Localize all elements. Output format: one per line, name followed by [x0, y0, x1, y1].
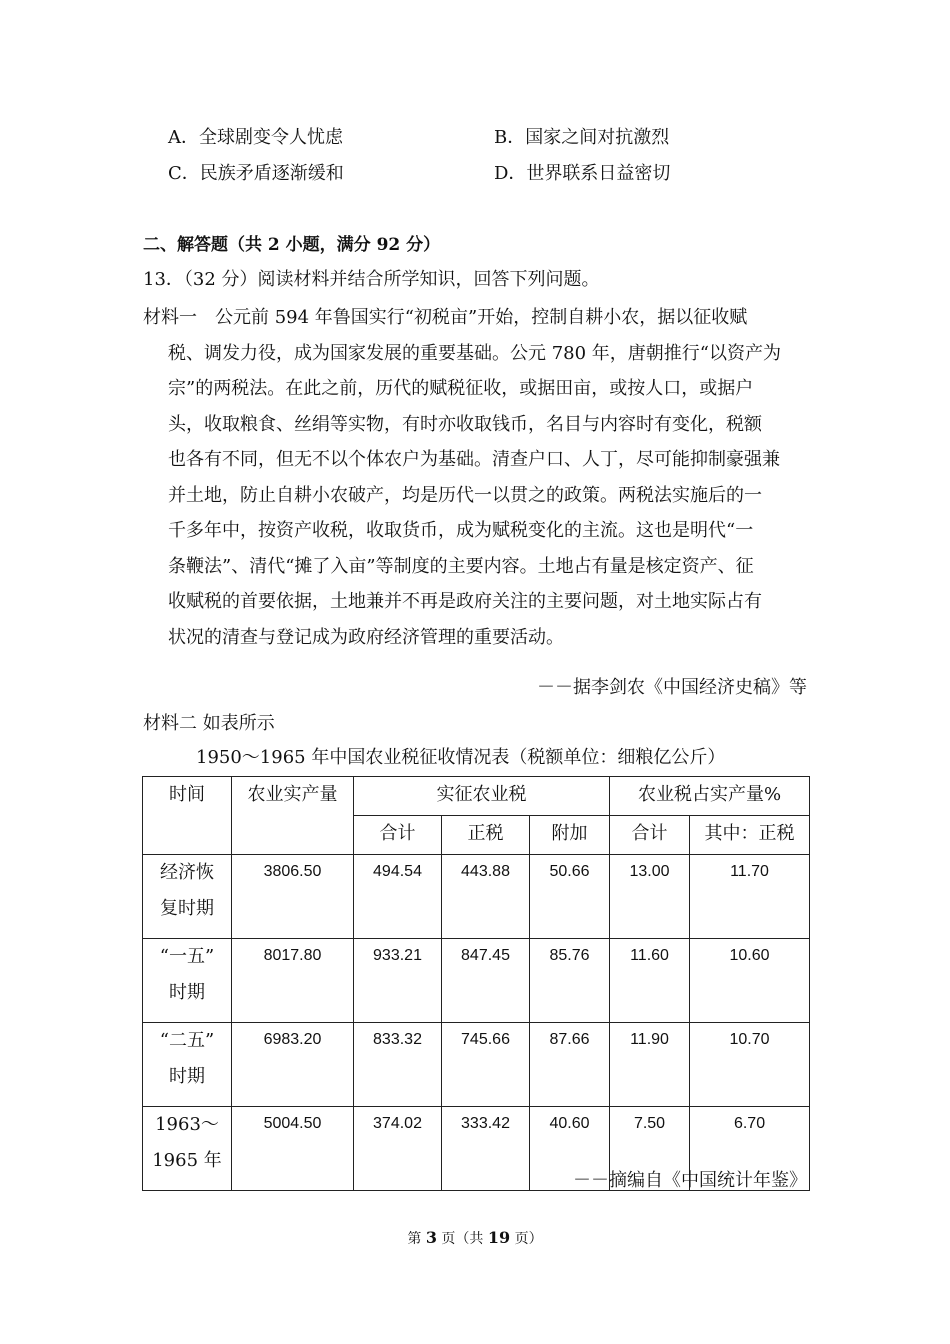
material-one-line: 并土地，防止自耕小农破产，均是历代一以贯之的政策。两税法实施后的一: [168, 484, 762, 506]
cell-period: [143, 855, 232, 939]
option-d: D．世界联系日益密切: [494, 163, 671, 184]
footer-prefix: 第: [407, 1231, 426, 1247]
material-one-line: 宗”的两税法。在此之前，历代的赋税征收，或据田亩，或按人口，或据户: [168, 378, 754, 399]
page-footer: [0, 1228, 950, 1248]
cell-main: 443.88: [442, 855, 530, 939]
cell-ratio-main: 11.70: [690, 855, 810, 939]
material-one-line: 千多年中，按资产收税，收取货币，成为赋税变化的主流。这也是明代“一: [168, 520, 754, 541]
period-line: 复时期: [160, 898, 214, 919]
period-line: “二五”: [159, 1030, 215, 1051]
cell-ratio-sum: 11.60: [610, 939, 690, 1023]
header-ratio-main: 其中：正税: [690, 816, 810, 855]
material-two-label: 材料二 如表所示: [143, 713, 275, 734]
cell-main: 333.42: [442, 1107, 530, 1191]
footer-suffix: 页）: [510, 1231, 543, 1247]
period-line: 1963～: [155, 1114, 219, 1135]
header-ratio-sum: 合计: [610, 816, 690, 855]
header-ratio: 农业税占实产量%: [610, 777, 810, 816]
option-b: B．国家之间对抗激烈: [494, 127, 670, 148]
section-title: 二、解答题（共 2 小题，满分 92 分）: [143, 235, 441, 255]
option-a: A．全球剧变令人忧虑: [168, 127, 343, 148]
cell-output: 6983.20: [232, 1023, 354, 1107]
period-line: “一五”: [159, 946, 215, 967]
period-line: 时期: [169, 1066, 205, 1087]
cell-sum: 494.54: [354, 855, 442, 939]
cell-ratio-sum: 11.90: [610, 1023, 690, 1107]
cell-ratio-main: 10.70: [690, 1023, 810, 1107]
period-line: 经济恢: [160, 862, 214, 883]
tax-table: [142, 776, 810, 1191]
footer-middle: 页（共: [436, 1231, 488, 1247]
header-main-tax: 正税: [442, 816, 530, 855]
cell-sum: 833.32: [354, 1023, 442, 1107]
cell-main: 745.66: [442, 1023, 530, 1107]
material-one-line: 收赋税的首要依据，土地兼并不再是政府关注的主要问题，对土地实际占有: [168, 591, 762, 612]
table-header-row: [143, 777, 810, 816]
header-output: 农业实产量: [232, 777, 354, 855]
cell-output: 5004.50: [232, 1107, 354, 1191]
table-row: [143, 939, 810, 1023]
material-one: [143, 300, 808, 655]
cell-period: [143, 939, 232, 1023]
cell-sum: 933.21: [354, 939, 442, 1023]
header-surcharge: 附加: [530, 816, 610, 855]
cell-ratio-main: 6.70: [690, 1107, 810, 1191]
option-c: C．民族矛盾逐渐缓和: [168, 163, 344, 184]
cell-extra: 40.60: [530, 1107, 610, 1191]
header-sum: 合计: [354, 816, 442, 855]
cell-extra: 87.66: [530, 1023, 610, 1107]
material-one-source: －－据李剑农《中国经济史稿》等: [537, 677, 807, 698]
question-13: 13．（32 分）阅读材料并结合所学知识，回答下列问题。: [143, 269, 600, 290]
header-time: 时间: [143, 777, 232, 855]
footer-total-pages: 19: [487, 1228, 511, 1247]
material-one-line: 税、调发力役，成为国家发展的重要基础。公元 780 年，唐朝推行“以资产为: [168, 342, 781, 364]
material-one-line: 材料一 公元前 594 年鲁国实行“初税亩”开始，控制自耕小农，据以征收赋: [143, 307, 748, 328]
cell-main: 847.45: [442, 939, 530, 1023]
cell-sum: 374.02: [354, 1107, 442, 1191]
material-one-line: 头，收取粮食、丝绢等实物，有时亦收取钱币，名目与内容时有变化，税额: [168, 413, 762, 435]
material-two-source: －－摘编自《中国统计年鉴》: [573, 1170, 807, 1191]
material-one-line: 状况的清查与登记成为政府经济管理的重要活动。: [168, 626, 564, 648]
cell-period: [143, 1107, 232, 1191]
cell-output: 8017.80: [232, 939, 354, 1023]
period-line: 时期: [169, 982, 205, 1003]
cell-output: 3806.50: [232, 855, 354, 939]
footer-page-number: 3: [425, 1228, 437, 1247]
material-one-line: 条鞭法”、清代“摊了入亩”等制度的主要内容。土地占有量是核定资产、征: [168, 555, 754, 577]
cell-ratio-sum: 7.50: [610, 1107, 690, 1191]
table-row: [143, 1023, 810, 1107]
cell-ratio-main: 10.60: [690, 939, 810, 1023]
table-title: 1950～1965 年中国农业税征收情况表（税额单位：细粮亿公斤）: [196, 747, 726, 768]
cell-ratio-sum: 13.00: [610, 855, 690, 939]
material-one-line: 也各有不同，但无不以个体农户为基础。清查户口、人丁，尽可能抑制豪强兼: [168, 449, 780, 470]
cell-extra: 50.66: [530, 855, 610, 939]
cell-extra: 85.76: [530, 939, 610, 1023]
header-actual-tax: 实征农业税: [354, 777, 610, 816]
period-line: 1965 年: [152, 1150, 222, 1171]
table-row: [143, 855, 810, 939]
cell-period: [143, 1023, 232, 1107]
